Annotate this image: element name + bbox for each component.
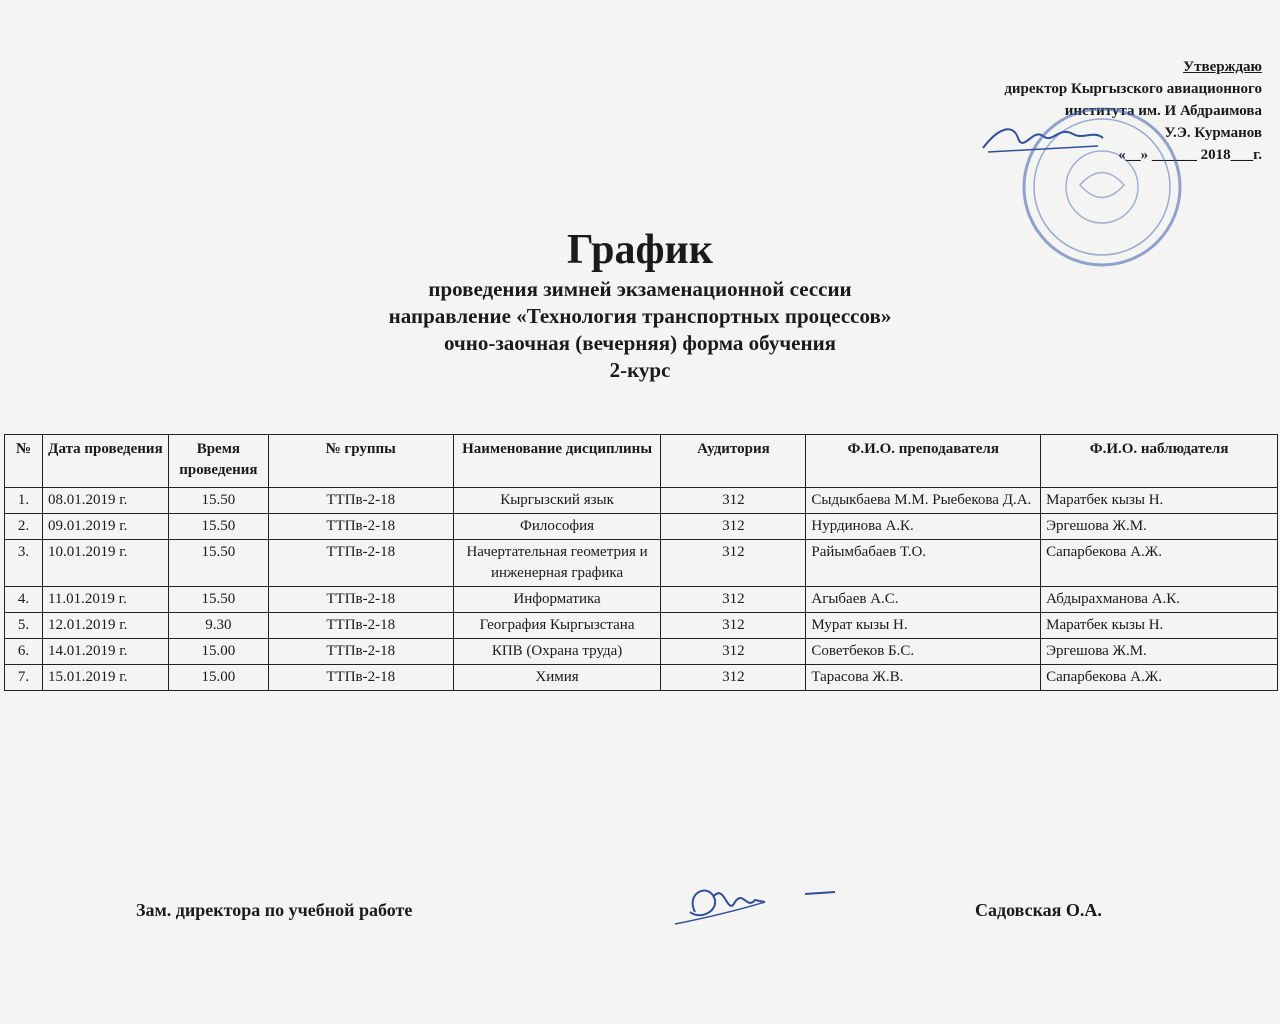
cell-subject: Начертательная геометрия и инженерная графика	[453, 540, 661, 587]
cell-time: 15.50	[168, 540, 268, 587]
cell-teacher: Советбеков Б.С.	[806, 639, 1041, 665]
cell-room: 312	[661, 613, 806, 639]
page-title: График	[567, 227, 713, 273]
cell-room: 312	[661, 587, 806, 613]
deputy-signature-icon	[655, 872, 855, 932]
cell-group: ТТПв-2-18	[268, 639, 453, 665]
cell-observer: Эргешова Ж.М.	[1041, 514, 1278, 540]
cell-group: ТТПв-2-18	[268, 488, 453, 514]
cell-date: 10.01.2019 г.	[42, 540, 168, 587]
cell-num: 1.	[5, 488, 43, 514]
header-subject: Наименование дисциплины	[453, 435, 661, 488]
cell-num: 4.	[5, 587, 43, 613]
cell-time: 15.50	[168, 514, 268, 540]
cell-observer: Маратбек кызы Н.	[1041, 488, 1278, 514]
cell-time: 15.50	[168, 587, 268, 613]
cell-num: 2.	[5, 514, 43, 540]
table-row	[5, 488, 1278, 514]
cell-observer: Сапарбекова А.Ж.	[1041, 665, 1278, 691]
cell-teacher: Нурдинова А.К.	[806, 514, 1041, 540]
table-row	[5, 540, 1278, 587]
header-room: Аудитория	[661, 435, 806, 488]
cell-room: 312	[661, 639, 806, 665]
cell-time: 15.00	[168, 639, 268, 665]
cell-group: ТТПв-2-18	[268, 540, 453, 587]
header-time: Время проведения	[168, 435, 268, 488]
table-row	[5, 587, 1278, 613]
approval-heading: Утверждаю	[1183, 59, 1262, 75]
table-header-row	[5, 435, 1278, 488]
cell-date: 12.01.2019 г.	[42, 613, 168, 639]
cell-subject: Информатика	[453, 587, 661, 613]
cell-subject: Кыргызский язык	[453, 488, 661, 514]
title-line-4: 2-курс	[609, 358, 671, 382]
cell-teacher: Тарасова Ж.В.	[806, 665, 1041, 691]
cell-date: 09.01.2019 г.	[42, 514, 168, 540]
cell-subject: Химия	[453, 665, 661, 691]
cell-time: 15.00	[168, 665, 268, 691]
cell-observer: Эргешова Ж.М.	[1041, 639, 1278, 665]
cell-date: 08.01.2019 г.	[42, 488, 168, 514]
cell-num: 5.	[5, 613, 43, 639]
cell-group: ТТПв-2-18	[268, 613, 453, 639]
approval-date: «__» ______ 2018___г.	[1118, 147, 1262, 163]
cell-teacher: Агыбаев А.С.	[806, 587, 1041, 613]
cell-teacher: Мурат кызы Н.	[806, 613, 1041, 639]
cell-num: 7.	[5, 665, 43, 691]
table-row	[5, 514, 1278, 540]
cell-date: 15.01.2019 г.	[42, 665, 168, 691]
cell-room: 312	[661, 514, 806, 540]
header-group: № группы	[268, 435, 453, 488]
approval-line-1: директор Кыргызского авиационного	[1004, 81, 1262, 97]
table-row	[5, 613, 1278, 639]
signatory-name: Садовская О.А.	[975, 900, 1102, 920]
header-observer: Ф.И.О. наблюдателя	[1041, 435, 1278, 488]
cell-group: ТТПв-2-18	[268, 665, 453, 691]
cell-observer: Сапарбекова А.Ж.	[1041, 540, 1278, 587]
cell-teacher: Сыдыкбаева М.М. Рыебекова Д.А.	[806, 488, 1041, 514]
cell-room: 312	[661, 540, 806, 587]
cell-date: 11.01.2019 г.	[42, 587, 168, 613]
header-teacher: Ф.И.О. преподавателя	[806, 435, 1041, 488]
exam-schedule-table	[4, 434, 1278, 691]
cell-subject: Философия	[453, 514, 661, 540]
title-line-3: очно-заочная (вечерняя) форма обучения	[443, 331, 837, 355]
cell-num: 6.	[5, 639, 43, 665]
cell-group: ТТПв-2-18	[268, 587, 453, 613]
document-title-block	[0, 224, 1280, 384]
cell-subject: География Кыргызстана	[453, 613, 661, 639]
cell-time: 15.50	[168, 488, 268, 514]
table-row	[5, 639, 1278, 665]
cell-observer: Маратбек кызы Н.	[1041, 613, 1278, 639]
title-line-2: направление «Технология транспортных процессов»	[388, 304, 892, 328]
table-row	[5, 665, 1278, 691]
title-line-1: проведения зимней экзаменационной сессии	[428, 277, 852, 301]
cell-room: 312	[661, 665, 806, 691]
cell-observer: Абдырахманова А.К.	[1041, 587, 1278, 613]
cell-num: 3.	[5, 540, 43, 587]
approval-line-2: института им. И Абдраимова	[1064, 103, 1262, 119]
cell-subject: КПВ (Охрана труда)	[453, 639, 661, 665]
cell-room: 312	[661, 488, 806, 514]
cell-time: 9.30	[168, 613, 268, 639]
header-date: Дата проведения	[42, 435, 168, 488]
cell-group: ТТПв-2-18	[268, 514, 453, 540]
cell-date: 14.01.2019 г.	[42, 639, 168, 665]
cell-teacher: Райымбабаев Т.О.	[806, 540, 1041, 587]
signatory-position: Зам. директора по учебной работе	[136, 900, 413, 920]
approval-line-3: У.Э. Курманов	[1164, 125, 1262, 141]
header-num: №	[5, 435, 43, 488]
